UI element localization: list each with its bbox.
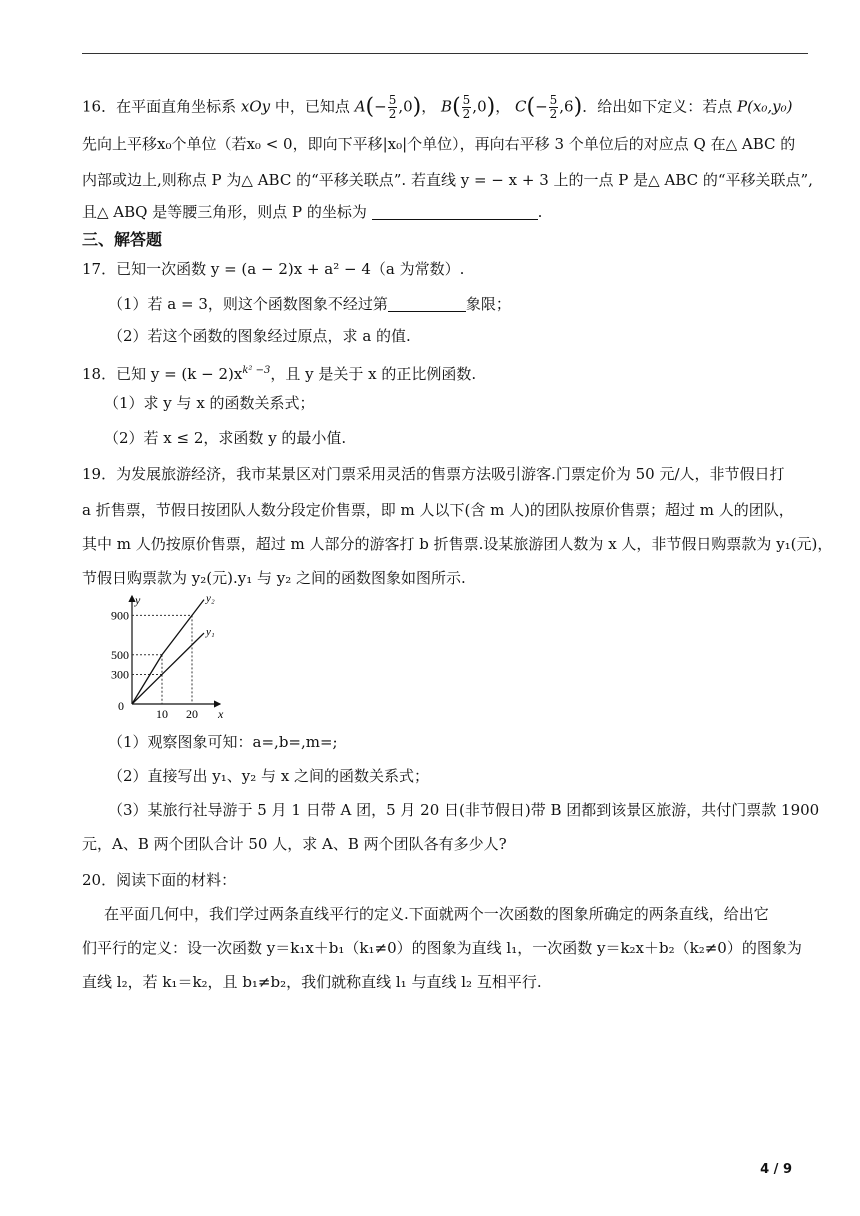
q17-stem: 17．已知一次函数 y = (a − 2)x + a² − 4（a 为常数）. <box>82 260 465 278</box>
q17-part-2: （2）若这个函数的图象经过原点，求 a 的值. <box>108 327 411 345</box>
q16-intro-text: 16．在平面直角坐标系 <box>82 97 237 116</box>
q16-line-2: 先向上平移x₀个单位（若x₀ < 0，即向下平移|x₀|个单位），再向右平移 3 个单位后的对应点 Q 在△ ABC 的 <box>82 135 796 153</box>
q18-stem <box>82 361 810 384</box>
y-axis-label: y <box>135 593 141 607</box>
q19-line-3: 其中 m 人仍按原价售票，超过 m 人部分的游客打 b 折售票.设某旅游团人数为 x 人，非节假日购票款为 y₁(元)， <box>82 535 833 553</box>
answer-blank[interactable] <box>388 311 466 312</box>
q16-xoy: xOy <box>240 97 271 116</box>
point-c-label: C <box>514 97 527 116</box>
x-tick-label: 20 <box>186 707 198 721</box>
q17-part-1-text: （1）若 a = 3，则这个函数图象不经过第 <box>108 295 388 313</box>
fraction-5-2: $\frac{5}{2}$ <box>549 93 558 121</box>
q16-line-4 <box>82 202 810 222</box>
x-axis-label: x <box>218 707 224 721</box>
q17-part-1-end: 象限； <box>465 295 511 313</box>
y-tick-label: 900 <box>111 608 129 623</box>
series-line-2 <box>132 633 204 704</box>
q20-line-3: 直线 l₂，若 k₁＝k₂，且 b₁≠b₂，我们就称直线 l₁ 与直线 l₂ 互相平行. <box>82 973 542 991</box>
q16-known-points-text: 中，已知点 <box>274 97 350 116</box>
q17-part-1 <box>108 294 810 314</box>
q16-definition-text: ．给出如下定义：若点 <box>582 97 733 116</box>
q19-line-4: 节假日购票款为 y₂(元).y₁ 与 y₂ 之间的函数图象如图所示. <box>82 569 466 587</box>
q18-part-1: （1）求 y 与 x 的函数关系式； <box>104 394 315 412</box>
q18-part-2: （2）若 x ≤ 2，求函数 y 的最小值. <box>104 429 347 447</box>
q18-stem-text: ，且 y 是关于 x 的正比例函数. <box>270 365 477 383</box>
q18-stem-formula: 18．已知 y = (k − 2)x <box>82 365 243 383</box>
fraction-5-2: $\frac{5}{2}$ <box>462 93 471 121</box>
section-heading: 三、解答题 <box>82 230 163 249</box>
series-label: y₂ <box>206 592 215 605</box>
point-a-label: A <box>354 97 366 116</box>
page-number: 4 / 9 <box>760 1162 792 1177</box>
point-b-label: B <box>441 97 453 116</box>
q19-part-3: （3）某旅行社导游于 5 月 1 日带 A 团，5 月 20 日(非节假日)带 B 团都到该景区旅游，共付门票款 1900 <box>108 801 820 819</box>
q20-line-1: 在平面几何中，我们学过两条直线平行的定义.下面就两个一次函数的图象所确定的两条直线，给出它 <box>104 905 769 923</box>
q20-line-2: 们平行的定义：设一次函数 y＝k₁x＋b₁（k₁≠0）的图象为直线 l₁，一次函数 y＝k₂x＋b₂（k₂≠0）的图象为 <box>82 939 802 957</box>
header-rule <box>82 53 808 54</box>
q16-question-text: 且△ ABQ 是等腰三角形，则点 P 的坐标为 <box>82 203 367 221</box>
q19-part-2: （2）直接写出 y₁、y₂ 与 x 之间的函数关系式； <box>108 767 430 785</box>
fraction-5-2: $\frac{5}{2}$ <box>388 93 397 121</box>
q19-part-3-cont: 元，A、B 两个团队合计 50 人，求 A、B 两个团队各有多少人? <box>82 835 507 853</box>
ticket-price-chart <box>96 592 226 722</box>
y-tick-label: 300 <box>111 667 129 682</box>
q18-exponent: k² −3 <box>242 365 271 376</box>
q16-line-3: 内部或边上,则称点 P 为△ ABC 的“平移关联点”. 若直线 y = − x + 3 上的一点 P 是△ ABC 的“平移关联点”, <box>82 171 813 189</box>
q19-line-2: a 折售票，节假日按团队人数分段定价售票，即 m 人以下(含 m 人)的团队按原价售票；超过 m 人的团队， <box>82 501 794 519</box>
q16-line-1: 16．在平面直角坐标系 xOy 中，已知点 A(− $\frac{5}{2}$ ,0)， B( $\frac{5}{2}$ ,0)， C(− $\frac{5}{2}$ ,6)．给出如下定义：若点 P(x₀,y₀) <box>82 93 793 121</box>
y-tick-label: 500 <box>111 647 129 662</box>
q20-stem: 20．阅读下面的材料： <box>82 871 237 889</box>
q19-part-1: （1）观察图象可知：a=,b=,m=; <box>108 733 338 751</box>
origin-label: 0 <box>118 699 124 713</box>
series-label: y₁ <box>206 626 215 639</box>
x-tick-label: 10 <box>156 707 168 721</box>
q16-end-period: . <box>537 203 543 221</box>
q19-line-1: 19．为发展旅游经济，我市某景区对门票采用灵活的售票方法吸引游客.门票定价为 50 元/人，非节假日打 <box>82 465 785 483</box>
point-p-def: P(x₀,y₀) <box>736 97 793 116</box>
answer-blank[interactable] <box>372 219 538 220</box>
